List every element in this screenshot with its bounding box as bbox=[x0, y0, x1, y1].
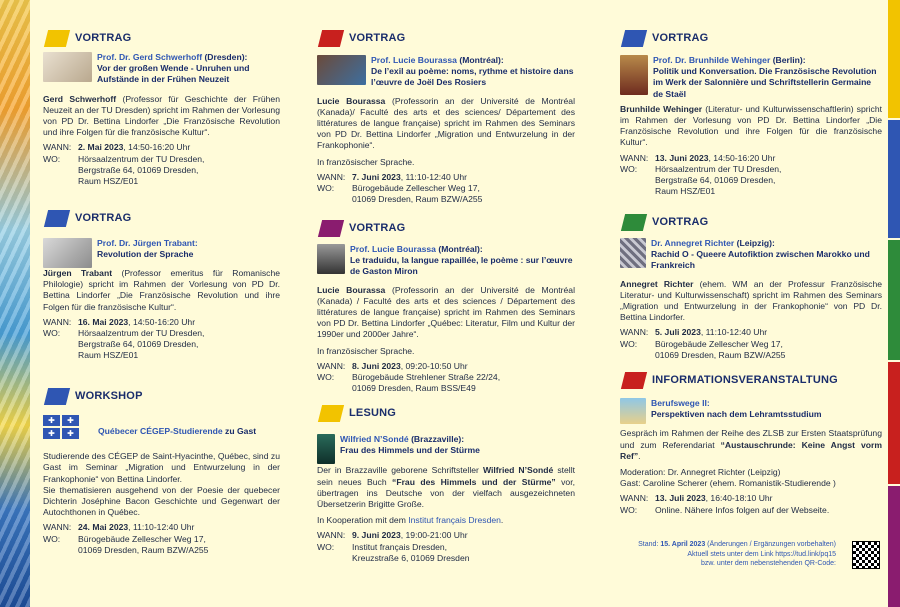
event-time-place: WANN: 2. Mai 2023, 14:50-16:20 Uhr WO: Hörsaalzentrum der TU Dresden, Bergstraße 64, 01069 Dresden, Raum HSZ/E01 bbox=[43, 142, 205, 187]
section-header bbox=[620, 30, 708, 47]
column-3 bbox=[620, 0, 882, 607]
section-label: VORTRAG bbox=[349, 221, 406, 234]
section-header bbox=[43, 210, 131, 227]
speaker-name: Prof. Dr. Brunhilde Wehinger bbox=[653, 55, 771, 65]
event-description: (Literatur- und Kulturwissenschaftlerin) spricht im Rahmen der Vorlesung von PD Dr. Bettina Lindorfer „Die Französische Revolution und ihre Folgen für die französische Kultur“. bbox=[620, 103, 882, 148]
speaker-name: Prof. Lucie Bourassa bbox=[350, 244, 436, 254]
footer-note: Stand: 15. April 2023 (Änderungen / Ergänzungen vorbehalten) Aktuell stets unter dem Link https://tud.link/pq15 bzw. unter dem nebenstehenden QR-Code: bbox=[620, 540, 836, 569]
section-label: WORKSHOP bbox=[75, 389, 143, 402]
event-nsonde: Wilfried N’Sondé (Brazzaville): Frau des Himmels und der Stürme Der in Brazzaville geborene Schriftsteller Wilfried N’Sondé stellt sein neues Buch “Frau des Himmels und der Stürme” vor, übertragen ins Deutsche von der vielfach ausgezeichneten Übersetzerin Brigitte Große. In Kooperation mit dem Institut français Dresden. WANN: 9. Juni 2023, 19:00-21:00 Uhr WO: Institut français Dresden, Kreuzstraße 6, 01069 Dresden bbox=[317, 434, 575, 563]
quebec-flag-icon: ✚ bbox=[62, 428, 79, 439]
event-series: Berufswege II: bbox=[651, 398, 710, 408]
event-description: (Professor für Geschichte der Frühen Neuzeit an der TU Dresden) spricht im Rahmen der Vorlesung von PD Dr. Bettina Lindorfer „Die Französische Revolution und ihre Folgen für die französische Kultur“. bbox=[43, 93, 280, 138]
qr-code[interactable] bbox=[852, 541, 880, 569]
flag-icon bbox=[621, 372, 647, 389]
column-1 bbox=[43, 0, 280, 607]
decorative-painting-strip bbox=[0, 0, 30, 607]
event-title: Québecer CÉGEP-Studierende bbox=[98, 426, 223, 436]
section-label: VORTRAG bbox=[652, 215, 709, 228]
event-description: Sie thematisieren ausgehend von der Poesie der quebecer Dichterin Joséphine Bacon Geschichte und Gegenwart der Autochthonen in Québec. bbox=[43, 484, 280, 518]
event-description: Gespräch im Rahmen der Reihe des ZLSB zur Ersten Staatsprüfung und zum Referendariat “Austauschrunde: Keine Angst vorm Ref”. bbox=[620, 428, 883, 461]
quebec-flag-icon: ✚ bbox=[62, 415, 79, 426]
section-label: VORTRAG bbox=[652, 31, 709, 44]
event-title: Frau des Himmels und der Stürme bbox=[340, 445, 480, 456]
event-bourassa-1: Prof. Lucie Bourassa (Montréal): De l’exil au poème: noms, rythme et histoire dans l’œuvre de Joël Des Rosiers Lucie Bourassa (Professorin an der Université de Montréal (Kanada)/ Faculté des arts et des sciences/ Département des littératures de langue française) spricht im Rahmen des Seminars von PD Dr. Bettina Lindorfer „Migration und Entwurzelung in der Frankophonie“. In französischer Sprache. WANN: 7. Juni 2023, 11:10-12:40 Uhr WO: Bürogebäude Zellescher Weg 17, 01069 Dresden, Raum BZW/A255 bbox=[317, 55, 575, 205]
event-bourassa-2: Prof. Lucie Bourassa (Montréal): Le traduidu, la langue rapaillée, le poème : sur l’œuvre de Gaston Miron Lucie Bourassa (Professorin an der Université de Montréal (Kanada) / Faculté des arts et des sciences / Département des littératures de langue française) spricht im Rahmen des Seminars von PD Dr. Bettina Lindorfer „Québec: Literatur, Film und Kultur der 1990er und 2000er Jahre“. In französischer Sprache. WANN: 8. Juni 2023, 09:20-10:50 Uhr WO: Bürogebäude Strehlener Straße 22/24, 01069 Dresden, Raum BSS/E49 bbox=[317, 244, 575, 394]
event-description: (Professorin an der Université de Montréal (Kanada) / Faculté des arts et des sciences / Département des littératures de langue française) spricht im Rahmen des Seminars von PD Dr. Bettina Lindorfer „Québec: Literatur, Film und Kultur der 1990er und 2000er Jahre“. bbox=[317, 284, 575, 340]
event-description: (ehem. WM an der Professur Französische Literatur- und Kulturwissenschaft) spricht im Rahmen des Seminars „Migration und Entwurzelung in der Frankophonie“ von PD Dr. Bettina Lindorfer. bbox=[620, 278, 883, 323]
event-trabant: Prof. Dr. Jürgen Trabant: Revolution der Sprache Jürgen Trabant (Professor emeritus für Romanische Philologie) spricht im Rahmen der Vorlesung von PD Dr. Bettina Lindorfer „Die Französische Revolution und ihre Folgen für die französische Kultur“. WANN: 16. Mai 2023, 14:50-16:20 Uhr WO: Hörsaalzentrum der TU Dresden, Bergstraße 64, 01069 Dresden, Raum HSZ/E01 bbox=[43, 238, 280, 361]
section-header bbox=[317, 405, 396, 422]
section-label: VORTRAG bbox=[75, 31, 132, 44]
event-time-place: WANN: 13. Juni 2023, 14:50-16:20 Uhr WO: Hörsaalzentrum der TU Dresden, Bergstraße 64, 01069 Dresden, Raum HSZ/E01 bbox=[620, 152, 782, 197]
event-time-place: WANN: 5. Juli 2023, 11:10-12:40 Uhr WO: Bürogebäude Zellescher Weg 17, 01069 Dresden, Raum BZW/A255 bbox=[620, 327, 786, 360]
flag-icon bbox=[44, 210, 70, 227]
event-title: Perspektiven nach dem Lehramtsstudium bbox=[651, 409, 822, 420]
section-label: INFORMATIONSVERANSTALTUNG bbox=[652, 373, 838, 386]
quebec-flag-icon: ✚ bbox=[43, 428, 60, 439]
speaker-name: Prof. Dr. Gerd Schwerhoff bbox=[97, 52, 203, 62]
speaker-name: Prof. Dr. Jürgen Trabant: bbox=[97, 238, 198, 248]
event-time-place: WANN: 24. Mai 2023, 11:10-12:40 Uhr WO: Bürogebäude Zellescher Weg 17, 01069 Dresden, Raum BZW/A255 bbox=[43, 522, 209, 555]
event-image bbox=[43, 238, 92, 268]
speaker-name: Dr. Annegret Richter bbox=[651, 238, 735, 248]
flag-icon bbox=[621, 214, 647, 231]
event-wehinger: Prof. Dr. Brunhilde Wehinger (Berlin): Politik und Konversation. Die Französische Revolution im Werk der Salonnière und Schriftstellerin Germaine de Staël Brunhilde Wehinger (Literatur- und Kulturwissenschaftlerin) spricht im Rahmen der Vorlesung von PD Dr. Bettina Lindorfer „Die Französische Revolution und ihre Folgen für die französische Kultur“. WANN: 13. Juni 2023, 14:50-16:20 Uhr WO: Hörsaalzentrum der TU Dresden, Bergstraße 64, 01069 Dresden, Raum HSZ/E01 bbox=[620, 55, 882, 197]
speaker-name: Prof. Lucie Bourassa bbox=[371, 55, 457, 65]
event-richter: Dr. Annegret Richter (Leipzig): Rachid O - Queere Autofiktion zwischen Marokko und Frankreich Annegret Richter (ehem. WM an der Professur Französische Literatur- und Kulturwissenschaft) spricht im Rahmen des Seminars „Migration und Entwurzelung in der Frankophonie“ von PD Dr. Bettina Lindorfer. WANN: 5. Juli 2023, 11:10-12:40 Uhr WO: Bürogebäude Zellescher Weg 17, 01069 Dresden, Raum BZW/A255 bbox=[620, 238, 883, 360]
event-title: Revolution der Sprache bbox=[97, 249, 194, 260]
event-image bbox=[317, 244, 345, 274]
event-time-place: WANN: 9. Juni 2023, 19:00-21:00 Uhr WO: Institut français Dresden, Kreuzstraße 6, 01069 Dresden bbox=[317, 530, 470, 563]
section-header bbox=[317, 30, 405, 47]
speaker-name: Wilfried N’Sondé bbox=[340, 434, 409, 444]
footer-link[interactable]: Aktuell stets unter dem Link https://tud.link/pq15 bbox=[687, 550, 836, 558]
event-image bbox=[317, 55, 366, 85]
section-label: VORTRAG bbox=[75, 211, 132, 224]
section-header bbox=[43, 30, 131, 47]
section-header bbox=[620, 214, 708, 231]
event-image bbox=[43, 52, 92, 82]
event-workshop: ✚ ✚ ✚ ✚ Québecer CÉGEP-Studierende zu Gast Studierende des CÉGEP de Saint-Hyacinthe, Québec, sind zu Gast im Seminar „Migration und Entwurzelung in der Frankophonie“ von Bettina Lindorfer. Sie thematisieren ausgehend von der Poesie der quebecer Dichterin Joséphine Bacon Geschichte und Gegenwart der Autochthonen in Québec. WANN: 24. Mai 2023, 11:10-12:40 Uhr WO: Bürogebäude Zellescher Weg 17, 01069 Dresden, Raum BZW/A255 bbox=[43, 415, 280, 555]
event-title: Politik und Konversation. Die Französische Revolution im Werk der Salonnière und Schriftstellerin Germaine de Staël bbox=[653, 66, 877, 99]
book-cover-image bbox=[317, 434, 335, 464]
color-bars bbox=[888, 0, 900, 607]
flag-icon bbox=[44, 388, 70, 405]
section-header bbox=[317, 220, 405, 237]
column-2 bbox=[317, 0, 575, 607]
event-title: Rachid O - Queere Autofiktion zwischen Marokko und Frankreich bbox=[651, 249, 870, 271]
event-title: Le traduidu, la langue rapaillée, le poème : sur l’œuvre de Gaston Miron bbox=[350, 255, 573, 277]
section-header bbox=[43, 388, 143, 405]
section-label: LESUNG bbox=[349, 406, 397, 419]
event-description: Studierende des CÉGEP de Saint-Hyacinthe, Québec, sind zu Gast im Seminar „Migration und Entwurzelung in der Frankophonie“ von Bettina Lindorfer. bbox=[43, 451, 280, 484]
event-time-place: WANN: 7. Juni 2023, 11:10-12:40 Uhr WO: Bürogebäude Zellescher Weg 17, 01069 Dresden, Raum BZW/A255 bbox=[317, 171, 483, 205]
section-header bbox=[620, 372, 838, 389]
event-image bbox=[620, 238, 646, 268]
event-description: Der in Brazzaville geborene Schriftsteller Wilfried N’Sondé stellt sein neues Buch “Frau des Himmels und der Stürme” vor, übertragen ins Deutsche von der vielfach ausgezeichneten Übersetzerin Brigitte Große. bbox=[317, 465, 575, 510]
flag-icon bbox=[44, 30, 70, 47]
section-label: VORTRAG bbox=[349, 31, 406, 44]
event-description: (Professorin an der Université de Montréal (Kanada)/ Faculté des arts et des sciences/ Département des littératures de langue française) spricht im Rahmen des Seminars von PD Dr. Bettina Lindorfer „Migration und Entwurzelung in der Frankophonie“. bbox=[317, 95, 575, 151]
event-image bbox=[620, 398, 646, 424]
flag-icon bbox=[621, 30, 647, 47]
event-description: (Professor emeritus für Romanische Philologie) spricht im Rahmen der Vorlesung von PD Dr. Bettina Lindorfer „Die Französische Revolution und ihre Folgen für die französische Kultur“. bbox=[43, 268, 280, 312]
event-time-place: WANN: 8. Juni 2023, 09:20-10:50 Uhr WO: Bürogebäude Strehlener Straße 22/24, 01069 Dresden, Raum BSS/E49 bbox=[317, 360, 501, 394]
event-berufswege: Berufswege II: Perspektiven nach dem Lehramtsstudium Gespräch im Rahmen der Reihe des ZLSB zur Ersten Staatsprüfung und zum Referendariat “Austauschrunde: Keine Angst vorm Ref”. Moderation: Dr. Annegret Richter (Leipzig) Gast: Caroline Scherer (ehem. Romanistik-Studierende ) WANN: 13. Juli 2023, 16:40-18:10 Uhr WO: Online. Nähere Infos folgen auf der Webseite. bbox=[620, 398, 883, 515]
flag-icon bbox=[318, 30, 344, 47]
event-time-place: WANN: 13. Juli 2023, 16:40-18:10 Uhr WO: Online. Nähere Infos folgen auf der Webseite. bbox=[620, 493, 830, 515]
portrait-image bbox=[620, 55, 648, 95]
flag-icon bbox=[318, 405, 344, 422]
flag-icon bbox=[318, 220, 344, 237]
event-schwerhoff: Prof. Dr. Gerd Schwerhoff (Dresden): Vor der großen Wende - Unruhen und Aufstände in der Frühen Neuzeit Gerd Schwerhoff (Professor für Geschichte der Frühen Neuzeit an der TU Dresden) spricht im Rahmen der Vorlesung von PD Dr. Bettina Lindorfer „Die Französische Revolution und ihre Folgen für die französische Kultur“. WANN: 2. Mai 2023, 14:50-16:20 Uhr WO: Hörsaalzentrum der TU Dresden, Bergstraße 64, 01069 Dresden, Raum HSZ/E01 bbox=[43, 52, 280, 187]
quebec-flag-icon: ✚ bbox=[43, 415, 60, 426]
institut-francais-link[interactable]: Institut français Dresden bbox=[408, 515, 501, 526]
event-title: Vor der großen Wende - Unruhen und Aufstände in der Frühen Neuzeit bbox=[97, 63, 250, 85]
event-title: De l’exil au poème: noms, rythme et histoire dans l’œuvre de Joël Des Rosiers bbox=[371, 66, 574, 88]
event-time-place: WANN: 16. Mai 2023, 14:50-16:20 Uhr WO: Hörsaalzentrum der TU Dresden, Bergstraße 64, 01069 Dresden, Raum HSZ/E01 bbox=[43, 316, 205, 361]
